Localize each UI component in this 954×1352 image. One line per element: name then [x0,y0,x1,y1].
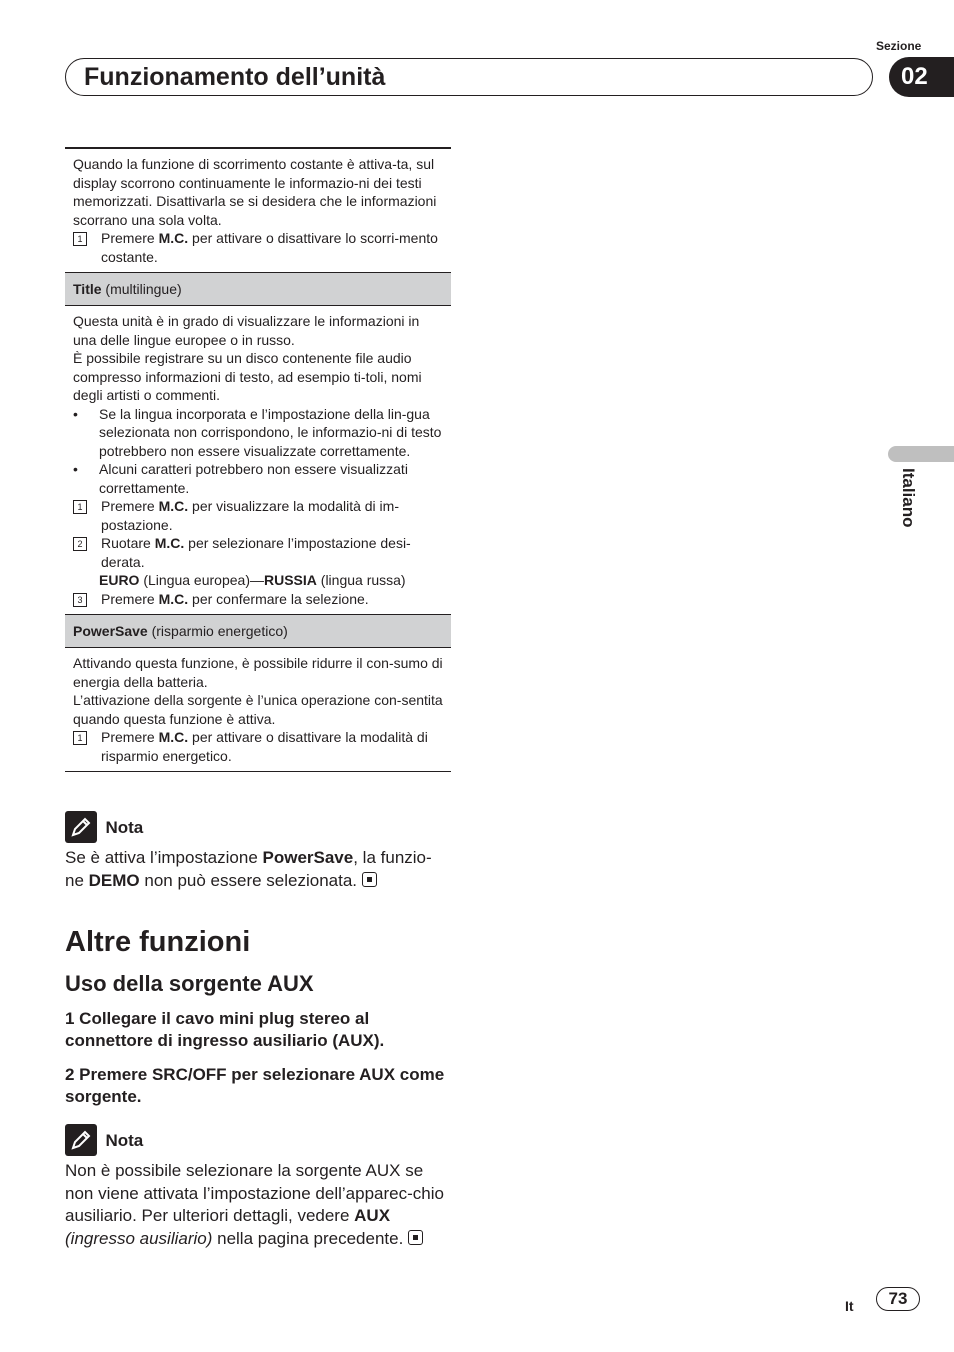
language-tab-marker [888,446,954,462]
option-list: EURO (Lingua europea)—RUSSIA (lingua russa) [99,572,406,588]
language-tab-label: Italiano [899,468,918,528]
table-row-title: Title (multilingue) [65,272,451,306]
note-body: Non è possibile selezionare la sorgente AUX se non viene attivata l’impostazione dell’apparec-chio ausiliario. Per ulteriori dettagli, vedere AUX (ingresso ausiliario) nella pagina precedente. [65,1161,444,1248]
section-heading: Altre funzioni [65,926,251,958]
pencil-note-icon [65,1124,97,1156]
block-text: Quando la funzione di scorrimento costante è attiva-ta, sul display scorrono continuamente le informazio-ni dei testi memorizzati. Disattivarla se si desidera che le informazioni scorrano una sola volta. [73,156,437,228]
subsection-heading: Uso della sorgente AUX [65,971,314,996]
pencil-note-icon [65,811,97,843]
table-block-scroll [65,149,451,272]
note-body: Se è attiva l’impostazione PowerSave, la funzio-ne DEMO non può essere selezionata. [65,848,432,890]
note-header [65,1124,144,1161]
table-block-title: Questa unità è in grado di visualizzare le informazioni in una delle lingue europee o in russo. È possibile registrare su un disco contenente file audio compresso informazioni di testo, ad esempio ti-toli, nomi degli artisti o commenti. • Se la lingua incorporata e l’impostazione della lin-gua selezionata non corrispondono, le informazio-ni di testo potrebbero non essere visualizzate correttamente. • Alcuni caratteri potrebbero non essere visualizzati correttamente. 1 Premere M.C. per visualizzare la modalità di im-postazione. 2 Ruotare M.C. per selezionare l’impostazione desi-derata. EURO (Lingua europea)—RUSSIA (lingua russa) 3 Premere M.C. per confermare la selezione. [73,313,442,607]
step-number: 1 [73,731,87,745]
section-number-badge: 02 [889,57,954,97]
step-item: 3 Premere M.C. per confermare la selezione. [73,590,443,609]
page-title: Funzionamento dell’unità [84,63,386,91]
step-item: 1 Premere M.C. per attivare o disattivare lo scorri-mento costante. [73,229,443,266]
table-row-powersave: PowerSave (risparmio energetico) [65,614,451,648]
page-number: 73 [876,1287,920,1311]
step-number: 1 [73,232,87,246]
step-number: 3 [73,593,87,607]
bullet-item: • Se la lingua incorporata e l’impostazione della lin-gua selezionata non corrispondono, le informazio-ni di testo potrebbero non essere visualizzate correttamente. [73,405,442,459]
note-title: Nota [105,818,144,837]
bullet-item: • Alcuni caratteri potrebbero non essere visualizzati correttamente. [73,461,408,496]
settings-table [65,147,451,772]
note-title: Nota [105,1131,144,1150]
language-code: It [845,1298,854,1314]
table-block-powersave: Attivando questa funzione, è possibile ridurre il con-sumo di energia della batteria. L’attivazione della sorgente è l’unica operazione con-sentita quando questa funzione è attiva. 1 Premere M.C. per attivare o disattivare la modalità di risparmio energetico. [73,655,443,764]
note-header [65,811,144,848]
table-bottom-rule [65,771,451,772]
step-item: 1 Premere M.C. per attivare o disattivare la modalità di risparmio energetico. [73,728,443,765]
step-item: 2 Ruotare M.C. per selezionare l’impostazione desi-derata. [73,534,443,571]
step-number: 2 [73,537,87,551]
instruction-step-1: 1 Collegare il cavo mini plug stereo al connettore di ingresso ausiliario (AUX). [65,1009,385,1050]
step-number: 1 [73,500,87,514]
step-item: 1 Premere M.C. per visualizzare la modalità di im-postazione. [73,497,443,534]
instruction-step-2: 2 Premere SRC/OFF per selezionare AUX come sorgente. [65,1065,445,1106]
end-mark-icon [408,1230,423,1245]
section-label: Sezione [876,39,922,53]
end-mark-icon [362,872,377,887]
